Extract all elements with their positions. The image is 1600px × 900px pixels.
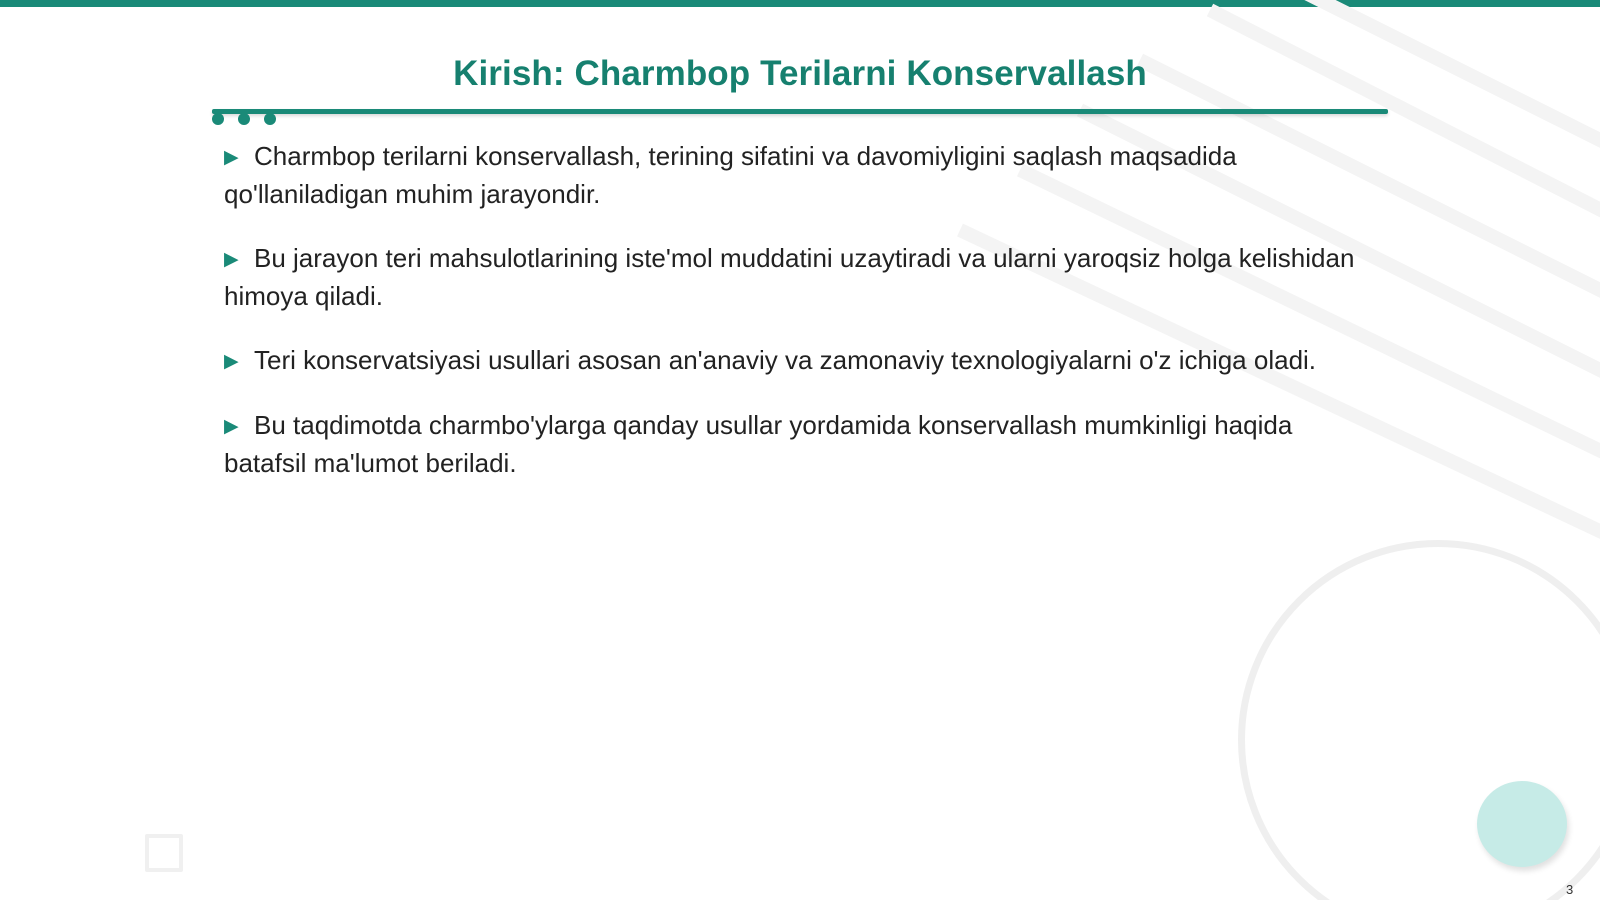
page-number: 3 (1566, 882, 1574, 897)
bullet-list (224, 138, 1374, 509)
decorative-dot (264, 113, 276, 125)
triangle-bullet-icon: ▶ (224, 351, 239, 372)
bullet-item (224, 138, 1374, 213)
triangle-bullet-icon: ▶ (224, 249, 239, 270)
decorative-dot (238, 113, 250, 125)
top-accent-bar (0, 0, 1600, 7)
bullet-text: Charmbop terilarni konservallash, terining sifatini va davomiyligini saqlash maqsadida qo'llaniladigan muhim jarayondir. (224, 141, 1237, 209)
slide-title: Kirish: Charmbop Terilarni Konservallash (453, 54, 1147, 93)
bullet-item (224, 240, 1374, 315)
bullet-text: Bu taqdimotda charmbo'ylarga qanday usullar yordamida konservallash mumkinligi haqida batafsil ma'lumot beriladi. (224, 410, 1293, 478)
bullet-text: Teri konservatsiyasi usullari asosan an'anaviy va zamonaviy texnologiyalarni o'z ichiga oladi. (254, 345, 1317, 375)
decorative-dot (212, 113, 224, 125)
decorative-square (145, 834, 183, 872)
triangle-bullet-icon: ▶ (224, 416, 239, 437)
decorative-circle (1477, 781, 1567, 867)
bullet-item (224, 407, 1374, 482)
title-underline (212, 109, 1388, 114)
bullet-item (224, 342, 1374, 380)
bullet-text: Bu jarayon teri mahsulotlarining iste'mol muddatini uzaytiradi va ularni yaroqsiz holga kelishidan himoya qiladi. (224, 243, 1355, 311)
triangle-bullet-icon: ▶ (224, 147, 239, 168)
